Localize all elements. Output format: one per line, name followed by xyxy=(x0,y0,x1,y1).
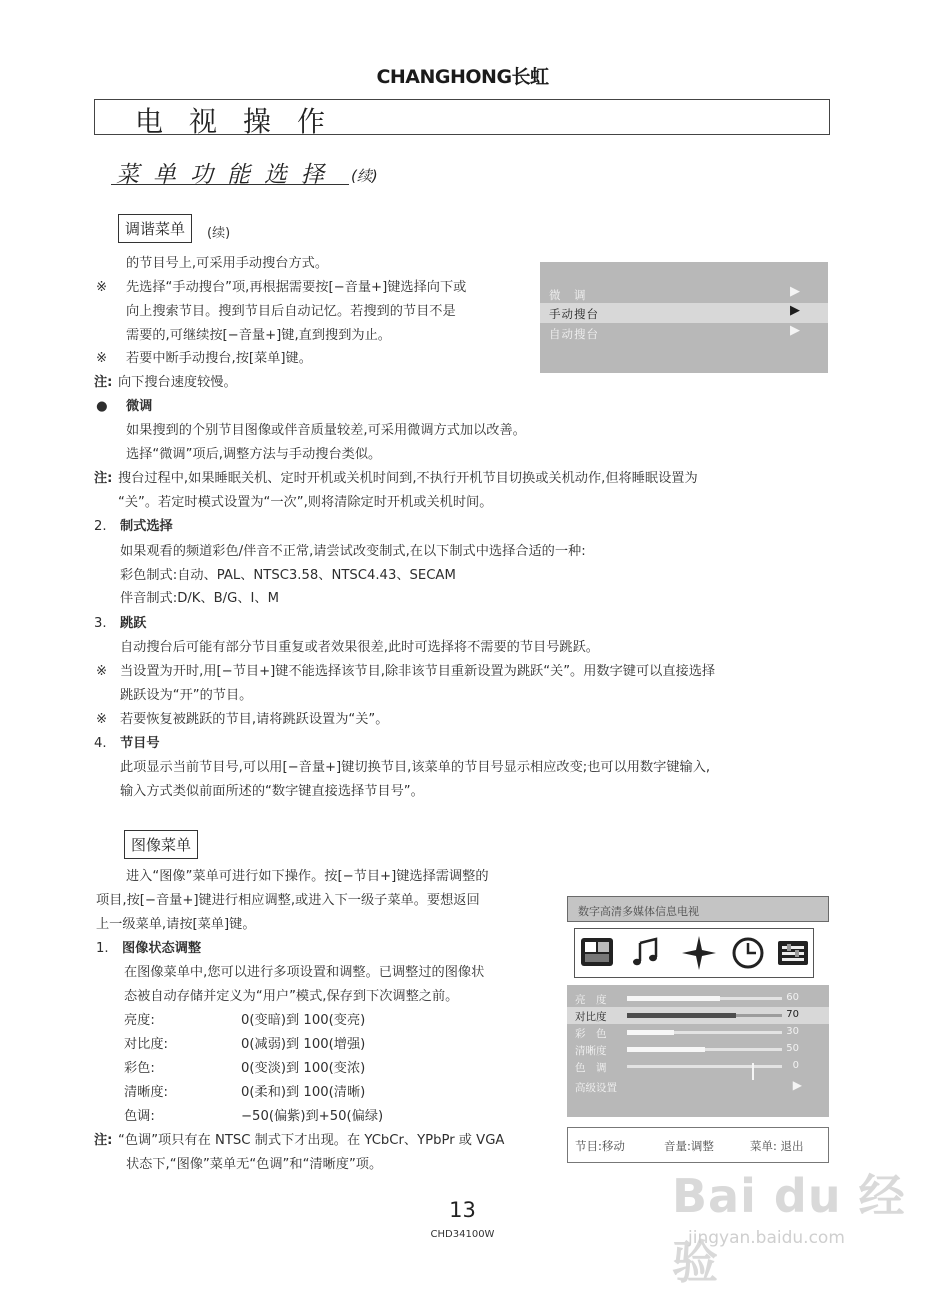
item-title: 跳跃 xyxy=(120,616,147,631)
section-title: 菜单功能选择 xyxy=(116,162,338,188)
row-label: 彩 色 xyxy=(575,1028,607,1040)
slider-fill xyxy=(627,1013,736,1018)
menu-row-contrast[interactable] xyxy=(567,1007,829,1024)
text-line: 在图像菜单中,您可以进行多项设置和调整。已调整过的图像状 xyxy=(124,965,485,980)
text-line: 上一级菜单,请按[菜单]键。 xyxy=(96,917,256,932)
text-line: 选择“微调”项后,调整方法与手动搜台类似。 xyxy=(126,447,382,462)
text-line: 态被自动存储并定义为“用户”模式,保存到下次调整之前。 xyxy=(124,989,459,1004)
page-number: 13 xyxy=(449,1198,476,1222)
tv-menu-header xyxy=(567,896,829,922)
slider-track xyxy=(627,997,782,1000)
row-label: 高级设置 xyxy=(575,1082,617,1094)
arrow-right-icon: ▶ xyxy=(790,303,800,318)
text-line: 自动搜台后可能有部分节目重复或者效果很差,此时可选择将不需要的节目号跳跃。 xyxy=(120,640,599,655)
menu-row-tint[interactable] xyxy=(567,1058,829,1075)
slider-fill xyxy=(627,1030,674,1035)
text-line: 跳跃设为“开”的节目。 xyxy=(120,688,253,703)
text-line: 向上搜索节目。搜到节目后自动记忆。若搜到的节目不是 xyxy=(126,304,456,319)
text-line: 若要中断手动搜台,按[菜单]键。 xyxy=(126,351,312,366)
text-line: 此项显示当前节目号,可以用[−音量+]键切换节目,该菜单的节目号显示相应改变;也可以用数字键输入, xyxy=(120,760,711,775)
range-value: 0(减弱)到 100(增强) xyxy=(241,1037,366,1052)
range-value: −50(偏紫)到+50(偏绿) xyxy=(241,1109,384,1124)
item-number: 2. xyxy=(94,519,107,534)
row-label: 亮 度 xyxy=(575,994,607,1006)
footer-move-hint: 节目:移动 xyxy=(575,1139,625,1153)
text-line: 搜台过程中,如果睡眠关机、定时开机或关机时间到,不执行开机节目切换或关机动作,但将睡眠设置为 xyxy=(118,471,698,486)
tv-menu-footer xyxy=(567,1127,829,1163)
item-title: 图像状态调整 xyxy=(122,941,202,956)
text-line: 进入“图像”菜单可进行如下操作。按[−节目+]键选择需调整的 xyxy=(126,869,489,884)
note-label: 注: xyxy=(94,471,113,486)
arrow-right-icon: ▶ xyxy=(790,284,800,299)
note-mark: ※ xyxy=(96,664,108,679)
page-title: 电视操作 xyxy=(135,105,352,138)
music-icon[interactable] xyxy=(630,935,666,971)
settings-icon[interactable] xyxy=(775,935,811,971)
menu-item-label: 微 调 xyxy=(549,288,587,302)
row-value: 60 xyxy=(786,992,799,1003)
slider-track xyxy=(627,1048,782,1051)
row-label: 对比度 xyxy=(575,1011,607,1023)
text-line: “色调”项只有在 NTSC 制式下才出现。在 YCbCr、YPbPr 或 VGA xyxy=(118,1133,505,1148)
menu-item-auto-search[interactable] xyxy=(540,323,828,343)
range-name: 对比度: xyxy=(124,1037,169,1052)
tuning-menu-screen xyxy=(540,262,828,373)
text-line: 输入方式类似前面所述的“数字键直接选择节目号”。 xyxy=(120,784,424,799)
menu-item-manual-search[interactable] xyxy=(540,303,828,323)
clock-icon[interactable] xyxy=(730,935,766,971)
row-value: 0 xyxy=(792,1060,799,1071)
bullet-icon: ● xyxy=(96,399,108,414)
menu-row-color[interactable] xyxy=(567,1024,829,1041)
text-line: “关”。若定时模式设置为“一次”,则将清除定时开机或关机时间。 xyxy=(118,495,493,510)
note-label: 注: xyxy=(94,1133,113,1148)
arrow-right-icon: ▶ xyxy=(792,1078,802,1092)
slider-track xyxy=(627,1031,782,1034)
menu-row-brightness[interactable] xyxy=(567,990,829,1007)
row-label: 清晰度 xyxy=(575,1045,607,1057)
tuning-menu-heading: 调谐菜单 xyxy=(118,214,192,243)
brand-logo: CHANGHONG长虹 xyxy=(376,66,549,88)
note-mark: ※ xyxy=(96,712,108,727)
text-line: 项目,按[−音量+]键进行相应调整,或进入下一级子菜单。要想返回 xyxy=(96,893,480,908)
slider-fill xyxy=(627,1047,705,1052)
picture-icon[interactable] xyxy=(579,935,615,971)
model-number: CHD34100W xyxy=(430,1229,495,1240)
menu-row-sharpness[interactable] xyxy=(567,1041,829,1058)
menu-item-fine-tune[interactable] xyxy=(540,284,828,304)
text-line: 先选择“手动搜台”项,再根据需要按[−音量+]键选择向下或 xyxy=(126,280,467,295)
star-icon[interactable] xyxy=(681,935,717,971)
item-title: 制式选择 xyxy=(120,519,173,534)
tv-menu-title: 数字高清多媒体信息电视 xyxy=(578,905,699,918)
text-line: 的节目号上,可采用手动搜台方式。 xyxy=(126,256,329,271)
row-value: 70 xyxy=(786,1009,799,1020)
watermark-url: jingyan.baidu.com xyxy=(688,1228,845,1248)
tv-menu-body xyxy=(567,985,829,1117)
row-label: 色 调 xyxy=(575,1062,607,1074)
fine-tune-title: 微调 xyxy=(126,399,153,414)
text-line: 状态下,“图像”菜单无“色调”和“清晰度”项。 xyxy=(126,1157,383,1172)
menu-row-advanced[interactable] xyxy=(567,1078,829,1095)
tv-menu-icon-bar xyxy=(574,928,814,978)
text-line: 需要的,可继续按[−音量+]键,直到搜到为止。 xyxy=(126,328,391,343)
range-name: 色调: xyxy=(124,1109,155,1124)
item-title: 节目号 xyxy=(120,736,160,751)
arrow-right-icon: ▶ xyxy=(790,323,800,338)
range-value: 0(柔和)到 100(清晰) xyxy=(241,1085,366,1100)
text-line: 伴音制式:D/K、B/G、I、M xyxy=(120,591,279,606)
section-underline xyxy=(111,184,349,185)
item-number: 3. xyxy=(94,616,107,631)
slider-track xyxy=(627,1014,782,1017)
tuning-continued: (续) xyxy=(207,226,231,241)
note-mark: ※ xyxy=(96,351,108,366)
range-name: 彩色: xyxy=(124,1061,155,1076)
text-line: 向下搜台速度较慢。 xyxy=(118,375,237,390)
item-number: 1. xyxy=(96,941,109,956)
item-number: 4. xyxy=(94,736,107,751)
footer-adjust-hint: 音量:调整 xyxy=(664,1139,714,1153)
range-value: 0(变淡)到 100(变浓) xyxy=(241,1061,366,1076)
watermark-logo: Bai du 经验 xyxy=(672,1169,906,1289)
text-line: 若要恢复被跳跃的节目,请将跳跃设置为“关”。 xyxy=(120,712,389,727)
row-value: 50 xyxy=(786,1043,799,1054)
footer-exit-hint: 菜单: 退出 xyxy=(750,1139,804,1153)
text-line: 彩色制式:自动、PAL、NTSC3.58、NTSC4.43、SECAM xyxy=(120,568,456,583)
range-name: 清晰度: xyxy=(124,1085,169,1100)
note-mark: ※ xyxy=(96,280,108,295)
range-name: 亮度: xyxy=(124,1013,155,1028)
text-line: 如果观看的频道彩色/伴音不正常,请尝试改变制式,在以下制式中选择合适的一种: xyxy=(120,544,586,559)
range-value: 0(变暗)到 100(变亮) xyxy=(241,1013,366,1028)
text-line: 如果搜到的个别节目图像或伴音质量较差,可采用微调方式加以改善。 xyxy=(126,423,526,438)
note-label: 注: xyxy=(94,375,113,390)
section-continued: (续) xyxy=(351,167,378,185)
slider-fill xyxy=(627,996,720,1001)
slider-track xyxy=(627,1065,782,1068)
menu-item-label: 手动搜台 xyxy=(549,307,599,321)
picture-menu-heading: 图像菜单 xyxy=(124,830,198,859)
menu-item-label: 自动搜台 xyxy=(549,327,599,341)
text-line: 当设置为开时,用[−节目+]键不能选择该节目,除非该节目重新设置为跳跃“关”。用数字键可以直接选择 xyxy=(120,664,716,679)
row-value: 30 xyxy=(786,1026,799,1037)
